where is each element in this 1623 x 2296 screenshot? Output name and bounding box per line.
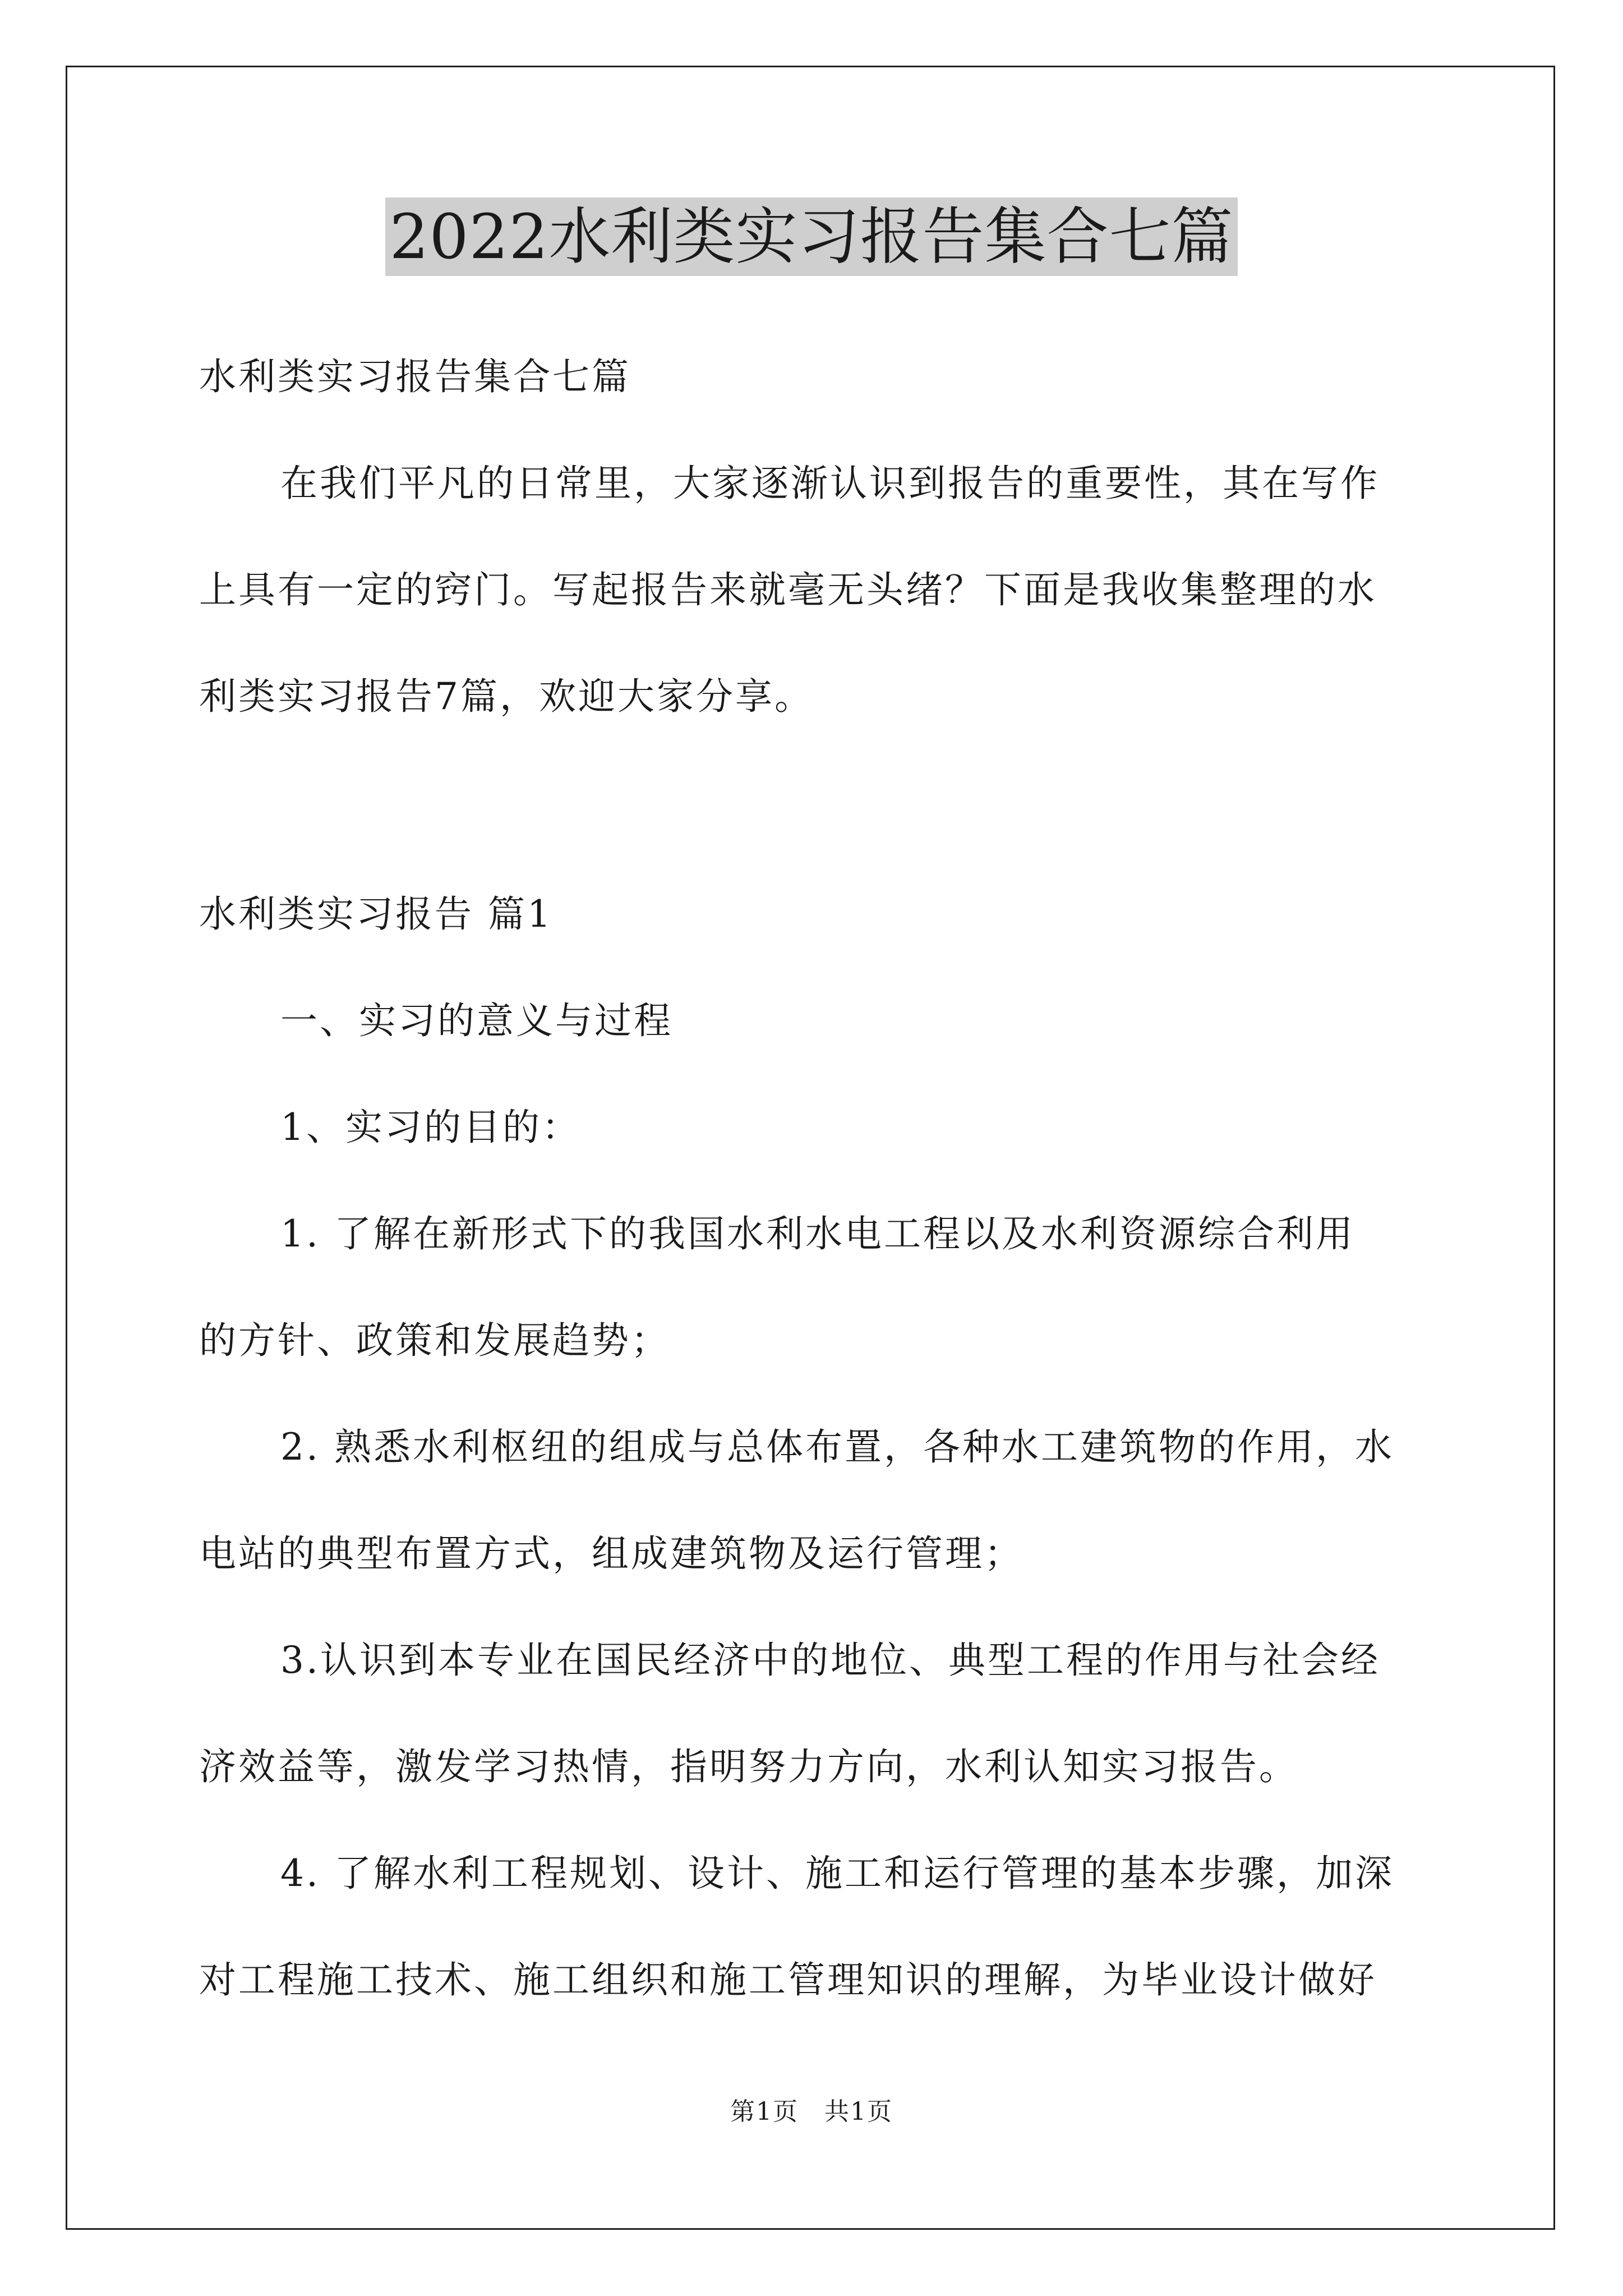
paragraph-line: 4. 了解水利工程规划、设计、施工和运行管理的基本步骤，加深: [280, 1852, 1394, 1895]
paragraph-line: 上具有一定的窍门。写起报告来就毫无头绪？下面是我收集整理的水: [199, 568, 1377, 611]
title-container: [0, 197, 1623, 276]
paragraph-line: 对工程施工技术、施工组织和施工管理知识的理解，为毕业设计做好: [199, 1958, 1377, 2001]
paragraph-line: 2. 熟悉水利枢纽的组成与总体布置，各种水工建筑物的作用，水: [280, 1425, 1394, 1469]
paragraph-line: 电站的典型布置方式，组成建筑物及运行管理；: [199, 1532, 1023, 1575]
paragraph-line: 1. 了解在新形式下的我国水利水电工程以及水利资源综合利用: [280, 1212, 1355, 1255]
paragraph-line: 在我们平凡的日常里，大家逐渐认识到报告的重要性，其在写作: [280, 462, 1380, 505]
paragraph-line: 1、实习的目的：: [280, 1106, 581, 1149]
paragraph-line: 的方针、政策和发展趋势；: [199, 1319, 670, 1362]
paragraph-line: 3.认识到本专业在国民经济中的地位、典型工程的作用与社会经: [280, 1639, 1380, 1682]
page-number-footer: 第1页 共1页: [730, 2097, 893, 2126]
document-title: 2022水利类实习报告集合七篇: [385, 197, 1238, 276]
paragraph-line: 一、实习的意义与过程: [280, 999, 673, 1042]
paragraph-line: 利类实习报告7篇，欢迎大家分享。: [199, 675, 814, 718]
paragraph-line: 济效益等，激发学习热情，指明努力方向，水利认知实习报告。: [199, 1745, 1298, 1788]
section-heading: 水利类实习报告 篇1: [199, 892, 553, 936]
subtitle-line: 水利类实习报告集合七篇: [199, 355, 631, 398]
